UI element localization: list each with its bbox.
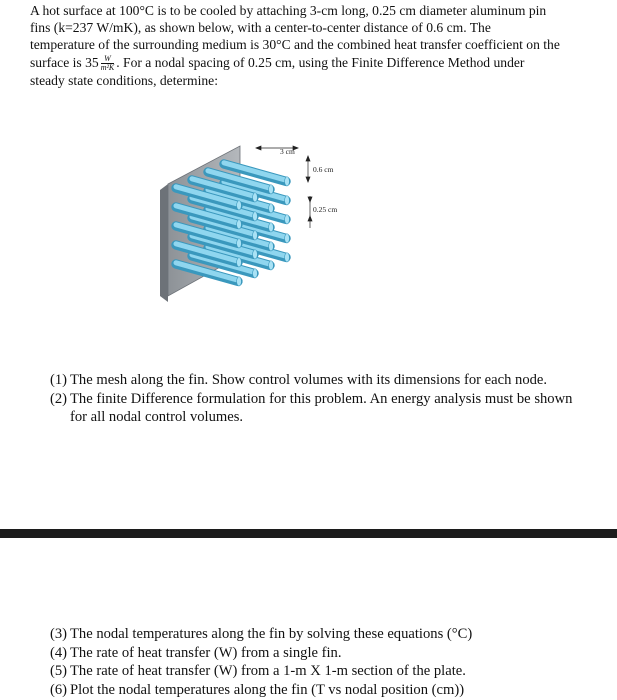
pin-fin-tip [237,220,242,229]
question-text: Plot the nodal temperatures along the fin (T vs nodal position (cm)) [70,681,465,698]
question-text: The finite Difference formulation for this problem. An energy analysis must be shown for all nodal control volumes. [70,390,573,426]
pin-fin-tip [285,253,290,262]
pin-fin-tip [237,239,242,248]
question-text: The rate of heat transfer (W) from a single fin. [70,644,342,661]
pin-fin-tip [253,269,258,278]
fraction-denominator: m²K [100,62,115,72]
pin-fin-illustration [150,132,380,302]
plate-side [160,184,168,302]
question-text: The mesh along the fin. Show control volumes with its dimensions for each node. [70,372,548,388]
question-number: (5) [50,663,68,680]
label-fin-length: 3 cm [280,147,295,156]
question-number: (6) [50,681,68,698]
question-number: (3) [50,626,68,642]
pin-fin-tip [253,212,258,221]
label-fin-diameter: 0.25 cm [313,205,338,214]
problem-line-1: A hot surface at 100°C is to be cooled by attaching 3-cm long, 0.25 cm diameter aluminum pin [30,3,547,18]
diameter-dimension [308,196,312,228]
pin-fin-tip [285,234,290,243]
questions-part-1 [50,371,575,427]
question-number: (2) [50,390,68,407]
pin-fin-figure [150,132,380,302]
pin-fin-tip [269,185,274,194]
question-number: (1) [50,372,68,388]
question-item [50,625,595,644]
question-item [50,662,595,681]
question-text: The rate of heat transfer (W) from a 1-m X 1-m section of the plate. [70,663,466,680]
spacing-dimension [306,156,310,182]
pin-fin-tip [269,242,274,251]
pin-fin-tip [285,196,290,205]
problem-line-4 [30,54,590,72]
label-center-spacing: 0.6 cm [313,165,334,174]
pin-fin-tip [253,193,258,202]
problem-line-3: temperature of the surrounding medium is 30°C and the combined heat transfer coefficient on the [30,37,560,53]
pin-fin-tip [285,215,290,224]
questions-part-2 [50,625,595,699]
question-item [50,681,595,700]
pin-fin-tip [237,277,242,286]
question-text: The nodal temperatures along the fin by solving these equations (°C) [70,626,473,642]
pin-fin-tip [269,261,274,270]
unit-fraction [101,55,115,72]
pin-fin-tip [237,201,242,210]
line-4-end: . For a nodal spacing of 0.25 cm, using the Finite Difference Method under [116,54,525,70]
question-number: (4) [50,644,68,661]
pin-fin-tip [253,231,258,240]
question-item [50,390,575,427]
question-item [50,371,575,390]
pin-fin-tip [269,204,274,213]
question-item [50,644,595,663]
problem-line-2: fins (k=237 W/mK), as shown below, with a center-to-center distance of 0.6 cm. The [30,20,491,36]
pin-fin-tip [269,223,274,232]
pin-fin-tip [253,250,258,259]
pin-fin-tip [237,258,242,267]
problem-statement [30,2,590,89]
pin-fin-tip [285,177,290,186]
line-4-start: surface is 35 [30,54,99,70]
fraction-numerator: W [101,55,115,64]
problem-line-5: steady state conditions, determine: [30,72,218,88]
section-divider [0,529,617,538]
